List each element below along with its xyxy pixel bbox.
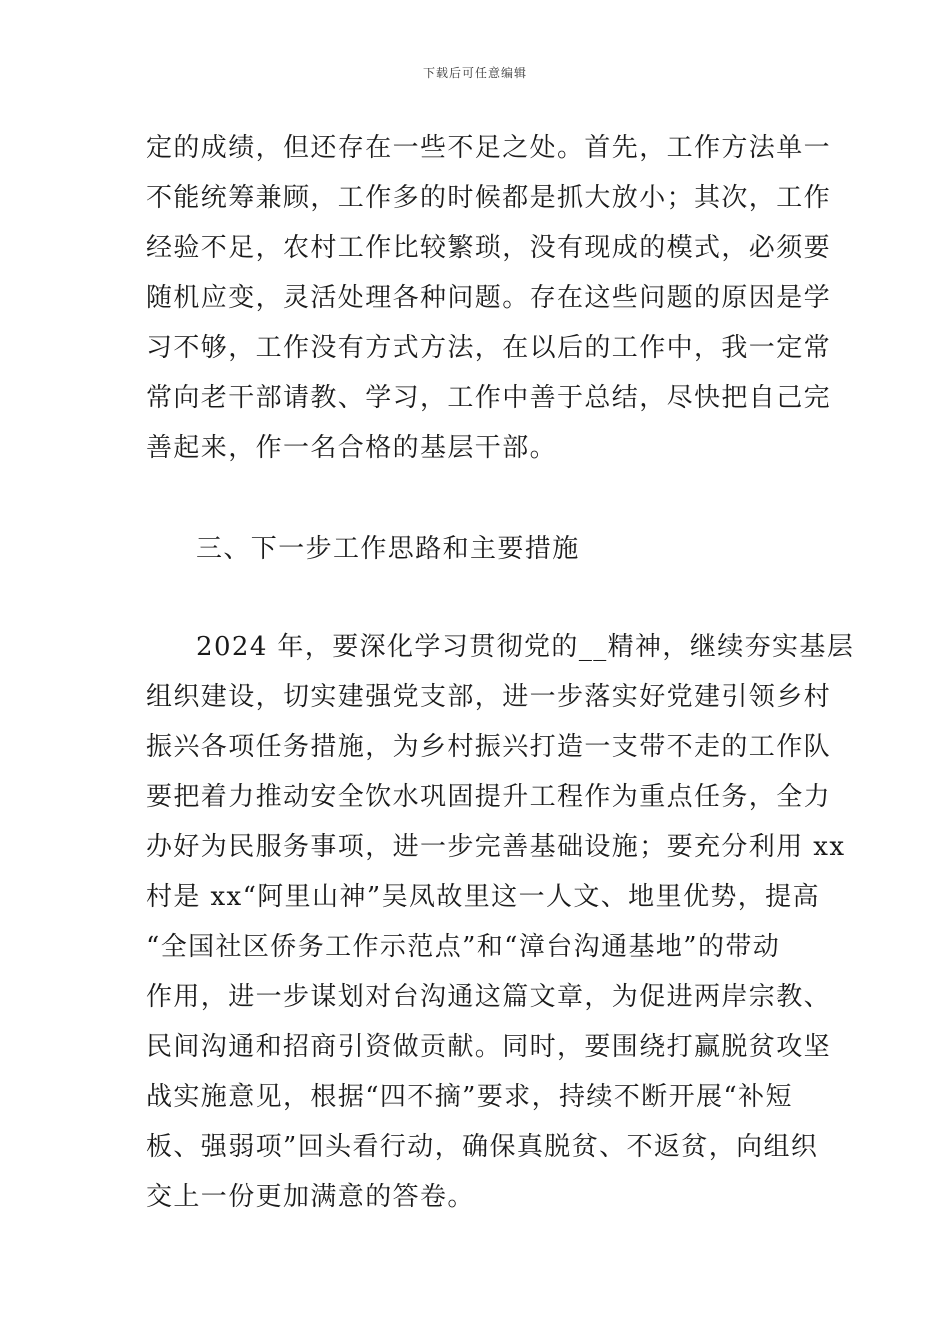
page-header: 下载后可任意编辑: [422, 66, 527, 80]
paragraph-line: 习不够，工作没有方式方法，在以后的工作中，我一定常: [146, 333, 832, 363]
section-heading: 三、下一步工作思路和主要措施: [196, 534, 580, 564]
paragraph-line: 民间沟通和招商引资做贡献。同时，要围绕打赢脱贫攻坚: [146, 1032, 832, 1062]
paragraph-line: 办好为民服务事项，进一步完善基础设施；要充分利用 xx: [146, 832, 846, 862]
paragraph-line: 振兴各项任务措施，为乡村振兴打造一支带不走的工作队: [146, 732, 832, 762]
paragraph-line: 随机应变，灵活处理各种问题。存在这些问题的原因是学: [146, 283, 832, 313]
paragraph-line: 交上一份更加满意的答卷。: [146, 1182, 475, 1212]
paragraph-line: 战实施意见，根据“四不摘”要求，持续不断开展“补短: [146, 1082, 793, 1112]
paragraph-line: 2024 年，要深化学习贯彻党的__精神，继续夯实基层: [196, 632, 855, 662]
paragraph-line: 善起来，作一名合格的基层干部。: [146, 433, 558, 463]
paragraph-line: 不能统筹兼顾，工作多的时候都是抓大放小；其次，工作: [146, 183, 832, 213]
paragraph-line: 村是 xx“阿里山神”吴凤故里这一人文、地里优势，提高: [146, 882, 820, 912]
paragraph-line: 组织建设，切实建强党支部，进一步落实好党建引领乡村: [146, 682, 832, 712]
paragraph-line: 板、强弱项”回头看行动，确保真脱贫、不返贫，向组织: [146, 1132, 819, 1162]
paragraph-line: “全国社区侨务工作示范点”和“漳台沟通基地”的带动: [146, 932, 781, 962]
paragraph-line: 常向老干部请教、学习，工作中善于总结，尽快把自己完: [146, 383, 832, 413]
paragraph-line: 要把着力推动安全饮水巩固提升工程作为重点任务，全力: [146, 782, 832, 812]
paragraph-line: 作用，进一步谋划对台沟通这篇文章，为促进两岸宗教、: [146, 982, 832, 1012]
paragraph-line: 定的成绩，但还存在一些不足之处。首先，工作方法单一: [146, 133, 832, 163]
paragraph-line: 经验不足，农村工作比较繁琐，没有现成的模式，必须要: [146, 233, 832, 263]
